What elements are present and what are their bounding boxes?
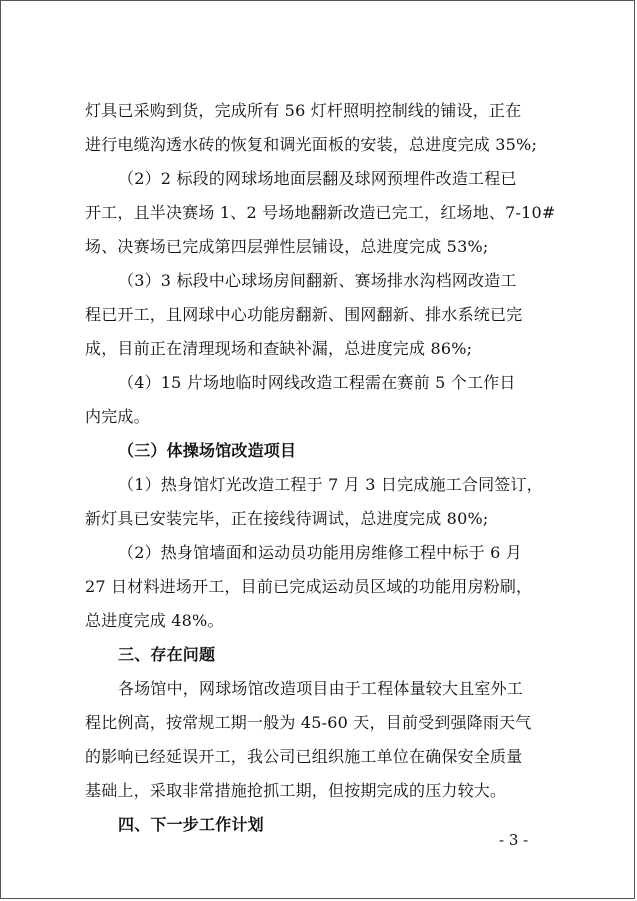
- section-heading: 三、存在问题: [118, 645, 216, 664]
- page-number: - 3 -: [499, 831, 529, 849]
- paragraph-line: 内完成。: [85, 407, 150, 426]
- paragraph-line: 的影响已经延误开工，我公司已组织施工单位在确保安全质量: [85, 747, 523, 766]
- paragraph-line: 程比例高，按常规工期一般为 45-60 天，目前受到强降雨天气: [85, 713, 532, 732]
- section-heading: 四、下一步工作计划: [118, 815, 264, 834]
- paragraph-line: 新灯具已安装完毕，正在接线待调试，总进度完成 80%;: [85, 509, 489, 528]
- paragraph-line: （1）热身馆灯光改造工程于 7 月 3 日完成施工合同签订，: [118, 475, 543, 494]
- paragraph-line: （2）热身馆墙面和运动员功能用房维修工程中标于 6 月: [118, 543, 522, 562]
- paragraph-line: 场、决赛场已完成第四层弹性层铺设，总进度完成 53%;: [85, 237, 489, 256]
- paragraph-line: （2）2 标段的网球场地面层翻及球网预埋件改造工程已: [118, 169, 517, 188]
- paragraph-line: 开工，且半决赛场 1、2 号场地翻新改造已完工，红场地、7-10#: [85, 203, 556, 222]
- paragraph-line: 各场馆中，网球场馆改造项目由于工程体量较大且室外工: [118, 679, 524, 698]
- paragraph-line: 灯具已采购到货，完成所有 56 灯杆照明控制线的铺设，正在: [85, 101, 522, 120]
- paragraph-line: （3）3 标段中心球场房间翻新、赛场排水沟档网改造工: [118, 271, 517, 290]
- paragraph-line: （4）15 片场地临时网线改造工程需在赛前 5 个工作日: [118, 373, 516, 392]
- paragraph-line: 基础上，采取非常措施抢抓工期，但按期完成的压力较大。: [85, 781, 507, 800]
- paragraph-line: 程已开工，且网球中心功能房翻新、围网翻新、排水系统已完: [85, 305, 523, 324]
- paragraph-line: 成，目前正在清理现场和查缺补漏，总进度完成 86%;: [85, 339, 473, 358]
- paragraph-line: 总进度完成 48%。: [85, 611, 224, 630]
- section-heading: （三）体操场馆改造项目: [118, 441, 297, 460]
- paragraph-line: 27 日材料进场开工，目前已完成运动员区域的功能用房粉刷，: [85, 577, 533, 596]
- paragraph-line: 进行电缆沟透水砖的恢复和调光面板的安装，总进度完成 35%;: [85, 135, 538, 154]
